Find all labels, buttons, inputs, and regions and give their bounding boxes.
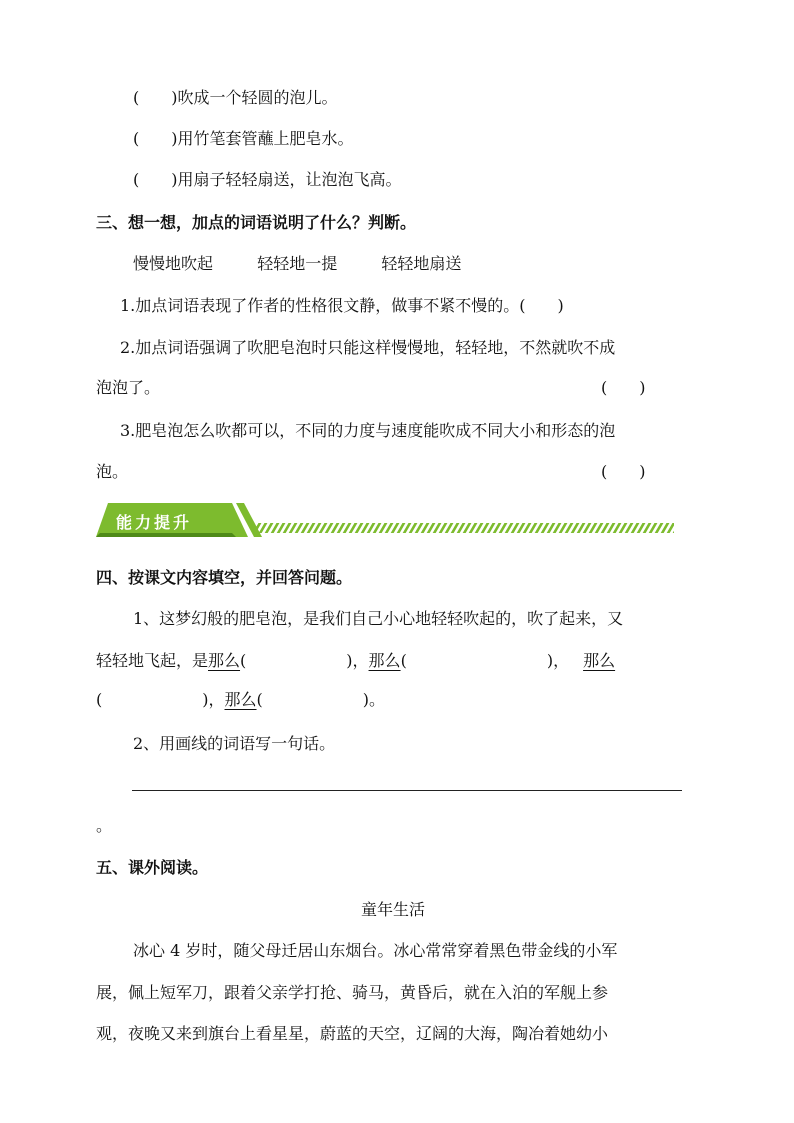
phrase-list <box>133 254 461 274</box>
fill-q2: 2、用画线的词语写一句话。 <box>133 734 336 753</box>
judge-answer-3[interactable]: ( ) <box>601 462 646 481</box>
judge-item-3: 3.肥皂泡怎么吹都可以，不同的力度与速度能吹成不同大小和形态的泡 <box>120 421 616 440</box>
section3-title: 三、想一想，加点的词语说明了什么？判断。 <box>96 213 417 232</box>
passage-line: 冰心 4 岁时，随父母迁居山东烟台。冰心常常穿着黑色带金线的小军 <box>133 941 618 960</box>
judge-item-3-cont: 泡。 <box>96 462 129 481</box>
judge-answer-2[interactable]: ( ) <box>601 378 646 397</box>
fill-q1-line1: 1、这梦幻般的肥皂泡，是我们自己小心地轻轻吹起的，吹了起来，又 <box>133 609 624 628</box>
judge-item-2-cont: 泡泡了。 <box>96 378 161 397</box>
step-text: 用竹笔套管蘸上肥皂水。 <box>177 129 354 148</box>
passage-line: 展，佩上短军刀，跟着父亲学打抢、骑马，黄昏后，就在入泊的军舰上参 <box>96 983 609 1002</box>
answer-line[interactable] <box>132 790 682 791</box>
passage-title: 童年生活 <box>361 900 426 919</box>
underlined-word: 那么 <box>368 651 401 670</box>
section5-title: 五、课外阅读。 <box>96 858 209 877</box>
underlined-word: 那么 <box>224 690 257 709</box>
banner-label: 能力提升 <box>116 513 193 532</box>
step-item <box>133 88 338 108</box>
step-text: 用扇子轻轻扇送，让泡泡飞高。 <box>177 170 402 189</box>
judge-item-1: 1.加点词语表现了作者的性格很文静，做事不紧不慢的。( ) <box>120 296 564 315</box>
step-text: 吹成一个轻圆的泡儿。 <box>177 88 338 107</box>
step-blank[interactable]: ( ) <box>133 129 178 148</box>
fill-q1-line3: ( )，那么( )。 <box>96 690 386 709</box>
underlined-word: 那么 <box>208 651 241 670</box>
step-item <box>133 170 402 190</box>
judge-item-2: 2.加点词语强调了吹肥皂泡时只能这样慢慢地，轻轻地，不然就吹不成 <box>120 338 616 357</box>
phrase: 轻轻地扇送 <box>381 254 462 273</box>
section4-title: 四、按课文内容填空，并回答问题。 <box>96 568 353 587</box>
step-item <box>133 129 354 149</box>
underlined-word: 那么 <box>583 651 616 670</box>
answer-end-mark: 。 <box>96 816 113 835</box>
step-blank[interactable]: ( ) <box>133 88 178 107</box>
step-blank[interactable]: ( ) <box>133 170 178 189</box>
fill-q1-line2: 轻轻地飞起，是那么( )，那么( )， 那么 <box>96 651 616 670</box>
phrase: 慢慢地吹起 <box>133 254 214 273</box>
phrase: 轻轻地一提 <box>257 254 338 273</box>
passage-line: 观，夜晚又来到旗台上看星星，蔚蓝的天空，辽阔的大海，陶冶着她幼小 <box>96 1024 609 1043</box>
